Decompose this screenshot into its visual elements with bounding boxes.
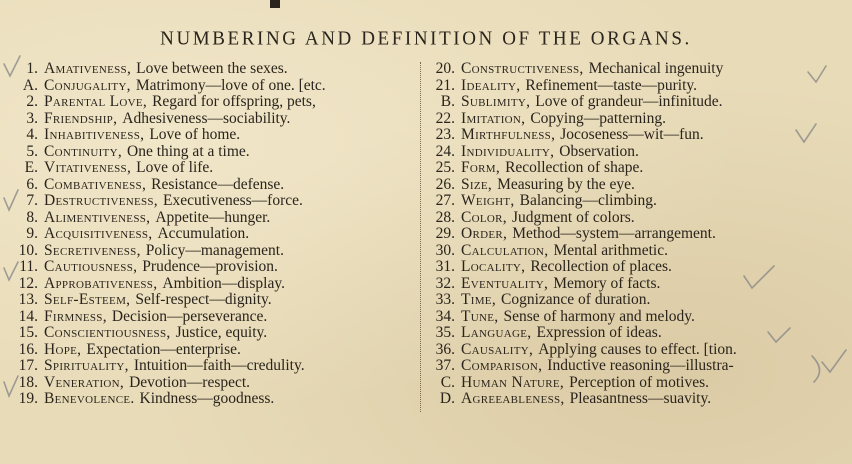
organ-entry — [427, 309, 847, 326]
organ-definition: One thing at a time. — [127, 142, 250, 160]
organ-name: Comparison, — [461, 357, 543, 374]
organ-number: 2. — [26, 93, 38, 110]
organ-number: 26. — [435, 175, 455, 193]
organ-number: 37. — [435, 357, 455, 374]
organ-definition: Accumulation. — [157, 225, 250, 242]
organ-number: 13. — [18, 291, 38, 308]
organ-number: 36. — [435, 340, 455, 358]
organ-number: 25. — [435, 159, 455, 176]
organ-definition: Love of life. — [136, 159, 214, 176]
organ-definition: Decision—perseverance. — [111, 307, 268, 325]
organ-number: 18. — [18, 373, 38, 391]
organ-name: Benevolence. — [44, 390, 135, 407]
organ-name: Ideality, — [461, 76, 521, 94]
organ-number: 35. — [435, 324, 455, 341]
column-divider — [420, 62, 421, 412]
organ-entry — [427, 177, 847, 194]
organ-definition: Balancing—climbing. — [519, 192, 657, 209]
organ-entry — [427, 61, 847, 78]
organ-definition: Jocoseness—wit—fun. — [560, 126, 704, 143]
organ-definition: Mechanical ingenuity — [588, 60, 724, 77]
organ-entry — [427, 226, 847, 243]
organ-definition: Love between the sexes. — [136, 60, 288, 77]
organ-entry — [427, 276, 847, 293]
organ-definition: Pleasantness—suavity. — [569, 390, 712, 407]
organ-definition: Recollection of shape. — [505, 159, 644, 176]
organ-number: B. — [440, 93, 455, 110]
organ-name: Hope, — [44, 340, 82, 358]
organ-definition: Ambition—display. — [162, 274, 285, 292]
organ-definition: Love of home. — [149, 126, 241, 143]
organ-number: C. — [440, 373, 455, 391]
organ-entry — [427, 78, 847, 95]
organ-definition: Perception of motives. — [569, 373, 709, 391]
organ-definition: Justice, equity. — [175, 324, 268, 341]
organ-entry — [427, 193, 847, 210]
organ-entry — [10, 276, 415, 293]
organ-entry — [10, 358, 415, 375]
organ-name: Imitation, — [461, 109, 526, 127]
organ-entry — [10, 127, 415, 144]
organ-entry — [10, 193, 415, 210]
organ-number: 11. — [19, 258, 38, 275]
organ-entry — [10, 61, 415, 78]
organ-number: 22. — [435, 109, 455, 127]
organ-number: 6. — [26, 175, 38, 193]
organ-definition: Cognizance of duration. — [501, 291, 651, 308]
organ-entry — [427, 127, 847, 144]
organ-definition: Judgment of colors. — [511, 208, 635, 226]
organ-name: Color, — [461, 208, 507, 226]
organ-number: 5. — [26, 142, 38, 160]
organ-number: 1. — [26, 60, 38, 77]
organ-definition: Method—system—arrangement. — [512, 225, 716, 242]
organ-name: Friendship, — [44, 109, 118, 127]
organ-definition: Refinement—taste—purity. — [525, 76, 697, 94]
organ-number: 12. — [18, 274, 38, 292]
organ-name: Acquisitiveness, — [44, 225, 153, 242]
organ-definition: Prudence—provision. — [142, 258, 278, 275]
organ-number: 19. — [18, 390, 38, 407]
organ-number: 16. — [18, 340, 38, 358]
organ-definition: Inductive reasoning—illustra- — [547, 357, 734, 374]
organ-number: 27. — [435, 192, 455, 209]
organ-definition: Executiveness—force. — [163, 192, 303, 209]
organ-entry — [427, 375, 847, 392]
organ-name: Veneration, — [44, 373, 125, 391]
organ-entry — [10, 111, 415, 128]
organ-number: 7. — [26, 192, 38, 209]
organ-entry — [10, 160, 415, 177]
organ-name: Eventuality, — [461, 274, 549, 292]
organ-entry — [10, 243, 415, 260]
organ-definition: Intuition—faith—credulity. — [133, 357, 305, 374]
organ-number: D. — [439, 390, 455, 407]
page-title: NUMBERING AND DEFINITION OF THE ORGANS. — [160, 27, 692, 50]
organ-entry — [10, 94, 415, 111]
organ-definition: Resistance—defense. — [151, 175, 285, 193]
organ-name: Amativeness, — [44, 60, 132, 77]
organ-entry — [10, 309, 415, 326]
organ-number: 10. — [18, 241, 38, 259]
organ-name: Mirthfulness, — [461, 126, 556, 143]
organ-entry — [10, 292, 415, 309]
organ-name: Conjugality, — [44, 76, 131, 94]
organ-name: Form, — [461, 159, 501, 176]
organ-name: Cautiousness, — [44, 258, 138, 275]
organ-name: Locality, — [461, 258, 526, 275]
organ-definition: Sense of harmony and melody. — [503, 307, 695, 325]
organ-name: Sublimity, — [461, 93, 531, 110]
organ-entry — [427, 391, 847, 408]
left-column — [10, 61, 415, 408]
organ-number: 23. — [435, 126, 455, 143]
organ-name: Parental Love, — [44, 93, 148, 110]
organ-definition: Regard for offspring, pets, — [152, 93, 316, 110]
organ-number: 20. — [435, 60, 455, 77]
organ-number: 33. — [435, 291, 455, 308]
organ-entry — [10, 144, 415, 161]
organ-number: 9. — [26, 225, 38, 242]
organ-name: Size, — [461, 175, 493, 193]
organ-definition: Matrimony—love of one. [etc. — [135, 76, 326, 94]
organ-number: 28. — [435, 208, 455, 226]
organ-definition: Adhesiveness—sociability. — [122, 109, 291, 127]
organ-number: A. — [22, 76, 38, 94]
right-column — [427, 61, 847, 408]
organ-entry — [427, 94, 847, 111]
organ-definition: Self-respect—dignity. — [135, 291, 272, 308]
organ-name: Individuality, — [461, 142, 555, 160]
organ-name: Secretiveness, — [44, 241, 141, 259]
organ-name: Constructiveness, — [461, 60, 584, 77]
organ-definition: Observation. — [559, 142, 639, 160]
organ-number: 21. — [435, 76, 455, 94]
organ-name: Causality, — [461, 340, 534, 358]
organ-name: Firmness, — [44, 307, 107, 325]
organ-entry — [10, 78, 415, 95]
organ-entry — [427, 259, 847, 276]
organ-definition: Policy—management. — [145, 241, 284, 259]
organ-entry — [427, 342, 847, 359]
organ-name: Self-Esteem, — [44, 291, 131, 308]
organ-definition: Memory of facts. — [553, 274, 661, 292]
organ-definition: Devotion—respect. — [129, 373, 251, 391]
organ-name: Language, — [461, 324, 532, 341]
print-mark — [270, 0, 280, 8]
organ-entry — [10, 375, 415, 392]
organ-definition: Expectation—enterprise. — [86, 340, 241, 358]
organ-name: Agreeableness, — [461, 390, 565, 407]
organ-definition: Love of grandeur—infinitude. — [535, 93, 723, 110]
organ-name: Tune, — [461, 307, 499, 325]
organ-name: Conscientiousness, — [44, 324, 171, 341]
organ-entry — [10, 342, 415, 359]
organ-number: 32. — [435, 274, 455, 292]
organ-name: Inhabitiveness, — [44, 126, 145, 143]
organ-definition: Mental arithmetic. — [553, 241, 668, 259]
organ-definition: Recollection of places. — [530, 258, 672, 275]
organ-name: Time, — [461, 291, 497, 308]
organ-number: 24. — [435, 142, 455, 160]
organ-entry — [10, 259, 415, 276]
organ-number: 15. — [18, 324, 38, 341]
organ-name: Approbativeness, — [44, 274, 158, 292]
organ-entry — [427, 160, 847, 177]
organ-number: 29. — [435, 225, 455, 242]
organ-name: Spirituality, — [44, 357, 129, 374]
organ-name: Calculation, — [461, 241, 549, 259]
organ-name: Continuity, — [44, 142, 122, 160]
organ-entry — [427, 358, 847, 375]
organ-number: 31. — [435, 258, 455, 275]
organ-definition: Appetite—hunger. — [155, 208, 271, 226]
organ-entry — [427, 210, 847, 227]
organ-name: Weight, — [461, 192, 515, 209]
organ-entry — [10, 177, 415, 194]
organ-definition: Applying causes to effect. [tion. — [538, 340, 737, 358]
organ-entry — [427, 144, 847, 161]
organ-entry — [427, 325, 847, 342]
organ-definition: Measuring by the eye. — [497, 175, 635, 193]
organ-name: Human Nature, — [461, 373, 565, 391]
organ-entry — [427, 111, 847, 128]
organ-entry — [10, 210, 415, 227]
organ-number: 30. — [435, 241, 455, 259]
organ-definition: Expression of ideas. — [536, 324, 662, 341]
organ-number: 3. — [26, 109, 38, 127]
organ-entry — [10, 226, 415, 243]
organ-name: Combativeness, — [44, 175, 147, 193]
organ-entry — [427, 292, 847, 309]
organ-definition: Copying—patterning. — [530, 109, 666, 127]
organ-name: Vitativeness, — [44, 159, 132, 176]
organ-number: E. — [24, 159, 38, 176]
organ-entry — [10, 391, 415, 408]
organ-name: Alimentiveness, — [44, 208, 151, 226]
organ-entry — [10, 325, 415, 342]
organ-number: 17. — [18, 357, 38, 374]
organ-name: Destructiveness, — [44, 192, 158, 209]
organ-name: Order, — [461, 225, 508, 242]
organ-number: 34. — [435, 307, 455, 325]
organ-definition: Kindness—goodness. — [139, 390, 275, 407]
organ-entry — [427, 243, 847, 260]
organ-number: 8. — [26, 208, 38, 226]
organ-number: 14. — [18, 307, 38, 325]
organ-number: 4. — [26, 126, 38, 143]
